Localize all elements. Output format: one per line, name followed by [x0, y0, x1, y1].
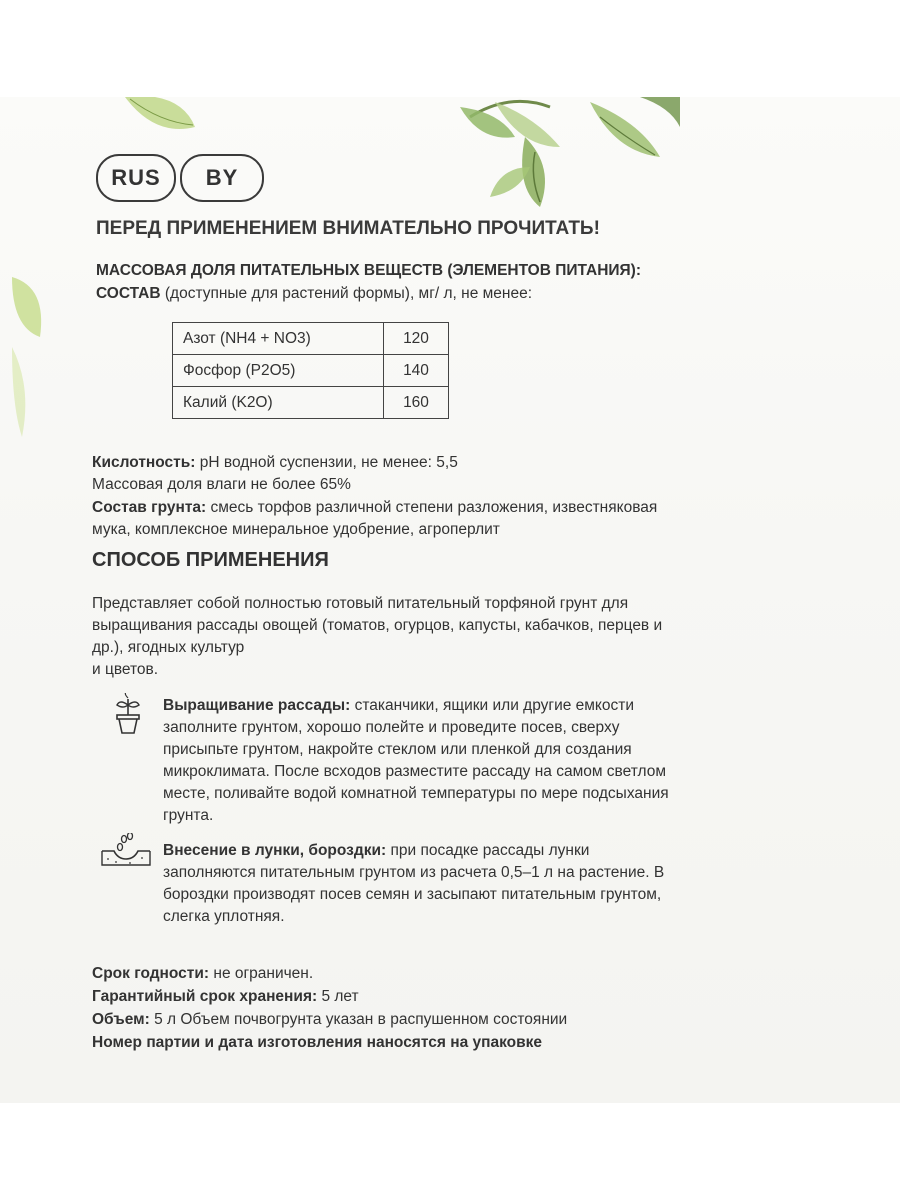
shelf-life-label: Срок годности: — [92, 965, 210, 982]
nutrient-value: 140 — [384, 355, 449, 387]
intro-line: Представляет собой полностью готовый питательный торфяной грунт для — [92, 595, 629, 612]
seedlings-line: присыпьте грунтом, накройте стеклом или пленкой для создания — [163, 741, 632, 758]
acidity-line — [92, 452, 458, 474]
batch-line: Номер партии и дата изготовления наносятся на упаковке — [92, 1034, 543, 1051]
moisture-line: Массовая доля влаги не более 65% — [92, 476, 351, 493]
leaf-illustration-top — [440, 97, 680, 287]
shelf-life-text: не ограничен. — [209, 965, 314, 982]
nutrient-name: Азот (NH4 + NO3) — [173, 323, 384, 355]
storage-line — [92, 986, 359, 1008]
soil-text: смесь торфов различной степени разложения, известняковая — [206, 499, 658, 516]
furrows-label: Внесение в лунки, бороздки: — [163, 842, 387, 859]
language-badge-by: BY — [180, 154, 264, 202]
storage-text: 5 лет — [317, 988, 359, 1005]
furrows-line: заполняются питательным грунтом из расчета 0,5–1 л на растение. В — [163, 864, 665, 881]
shelf-life-line — [92, 963, 313, 985]
soil-line-2: мука, комплексное минеральное удобрение, агроперлит — [92, 521, 500, 538]
warning-heading: ПЕРЕД ПРИМЕНЕНИЕМ ВНИМАТЕЛЬНО ПРОЧИТАТЬ! — [96, 218, 600, 239]
volume-label: Объем: — [92, 1011, 150, 1028]
furrow-seeds-icon — [100, 833, 152, 867]
seedlings-line: заполните грунтом, хорошо полейте и проведите посев, сверху — [163, 719, 620, 736]
table-row — [173, 355, 449, 387]
soil-label: Состав грунта: — [92, 499, 207, 516]
storage-label: Гарантийный срок хранения: — [92, 988, 318, 1005]
nutrients-table — [172, 322, 449, 419]
volume-line — [92, 1009, 567, 1031]
composition-line — [96, 283, 532, 305]
seedlings-line: микроклимата. После всходов разместите рассаду на самом светлом — [163, 763, 666, 780]
furrows-text: при посадке рассады лунки — [386, 842, 590, 859]
method-heading: СПОСОБ ПРИМЕНЕНИЯ — [92, 549, 329, 571]
mass-fraction-heading: МАССОВАЯ ДОЛЯ ПИТАТЕЛЬНЫХ ВЕЩЕСТВ (ЭЛЕМЕНТОВ ПИТАНИЯ): — [96, 262, 642, 279]
seedlings-line: месте, поливайте водой комнатной температуры по мере подсыхания — [163, 785, 669, 802]
leaf-illustration-left — [12, 267, 52, 497]
package-back — [0, 97, 900, 1103]
seedlings-first-line — [163, 695, 634, 717]
intro-line: и цветов. — [92, 661, 159, 678]
intro-line: выращивания рассады овощей (томатов, огурцов, капусты, кабачков, перцев и — [92, 617, 663, 634]
seedlings-line: грунта. — [163, 807, 214, 824]
composition-label: СОСТАВ — [96, 285, 161, 302]
seedlings-label: Выращивание рассады: — [163, 697, 351, 714]
nutrient-value: 120 — [384, 323, 449, 355]
table-row — [173, 387, 449, 419]
acidity-text: pH водной суспензии, не менее: 5,5 — [195, 454, 458, 471]
composition-text: (доступные для растений формы), мг/ л, не менее: — [160, 285, 533, 302]
nutrient-name: Калий (K2O) — [173, 387, 384, 419]
nutrient-name: Фосфор (P2O5) — [173, 355, 384, 387]
nutrient-value: 160 — [384, 387, 449, 419]
table-row — [173, 323, 449, 355]
soil-line — [92, 497, 657, 519]
acidity-label: Кислотность: — [92, 454, 196, 471]
furrows-first-line — [163, 840, 589, 862]
seedling-pot-icon — [108, 693, 148, 735]
intro-line: др.), ягодных культур — [92, 639, 245, 656]
leaf-illustration-top-left — [115, 97, 205, 137]
seedlings-text: стаканчики, ящики или другие емкости — [350, 697, 635, 714]
language-badge-rus: RUS — [96, 154, 176, 202]
furrows-line: слегка уплотняя. — [163, 908, 285, 925]
volume-text: 5 л Объем почвогрунта указан в распушенном состоянии — [149, 1011, 568, 1028]
furrows-line: бороздки производят посев семян и засыпают питательным грунтом, — [163, 886, 662, 903]
